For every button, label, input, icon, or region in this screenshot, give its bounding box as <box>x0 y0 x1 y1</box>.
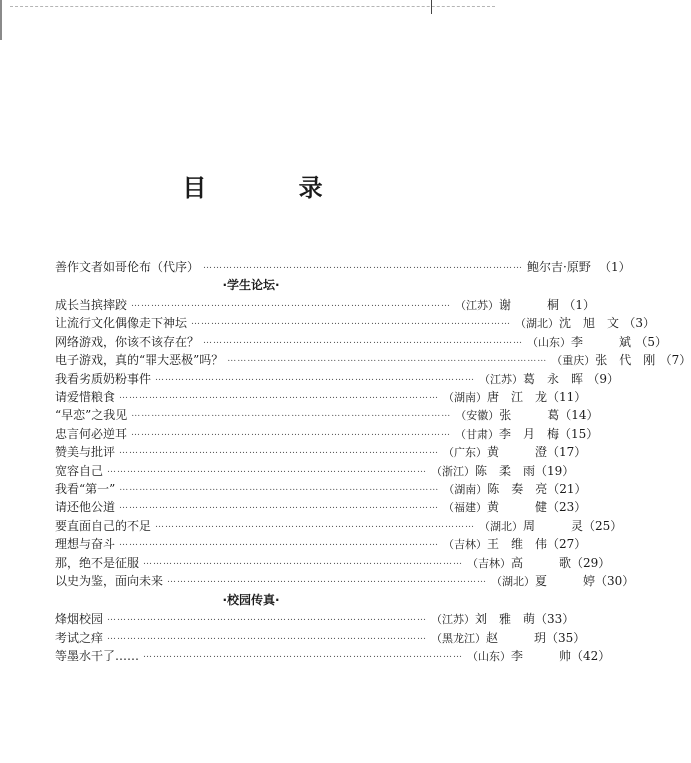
entry-page: （27） <box>547 537 587 552</box>
entry-title: 请爱惜粮食 <box>55 390 116 405</box>
entry-page: （42） <box>571 649 611 664</box>
entry-page: （25） <box>583 518 623 533</box>
entry-title: 让流行文化偶像走下神坛 <box>55 316 188 331</box>
page-title: 目 录 <box>182 173 365 202</box>
entry-author: 黄 健 <box>487 500 548 515</box>
leader-dots: …………………………………………………………………………………… <box>191 317 512 328</box>
entry-title: 成长当摈摔跤 <box>55 298 128 313</box>
entry-title: 请还他公道 <box>55 500 116 515</box>
toc-entry[interactable] <box>55 610 575 628</box>
top-scan-mark <box>431 0 432 14</box>
toc-entry[interactable] <box>55 443 587 461</box>
entry-page: （1） <box>599 259 631 274</box>
entry-author: 葛永晖 <box>523 371 584 386</box>
leader-dots: …………………………………………………………………………………… <box>203 260 524 271</box>
entry-region: （重庆） <box>551 354 596 368</box>
entry-title: 善作文者如哥伦布（代序） <box>55 259 200 274</box>
entry-author: 李 帅 <box>511 649 572 664</box>
entry-author: 周 灵 <box>523 518 584 533</box>
toc-entry[interactable] <box>55 314 656 332</box>
leader-dots: …………………………………………………………………………………… <box>107 631 428 642</box>
entry-page: （23） <box>547 500 587 515</box>
toc-entry[interactable] <box>55 479 587 497</box>
toc-entry[interactable] <box>55 295 596 313</box>
toc-entry[interactable] <box>55 387 587 405</box>
entry-region: （湖南） <box>443 391 488 405</box>
entry-page: （30） <box>595 573 635 588</box>
entry-page: （21） <box>547 481 587 496</box>
leader-dots: …………………………………………………………………………………… <box>143 556 464 567</box>
entry-page: （29） <box>571 555 611 570</box>
leader-dots: …………………………………………………………………………………… <box>119 446 440 457</box>
left-scan-edge <box>0 0 2 40</box>
entry-title: 考试之痒 <box>55 630 104 645</box>
entry-region: （江苏） <box>431 613 476 627</box>
leader-dots: …………………………………………………………………………………… <box>119 538 440 549</box>
toc-entry[interactable] <box>55 332 668 350</box>
leader-dots: …………………………………………………………………………………… <box>131 427 452 438</box>
entry-author: 赵 玥 <box>486 630 547 645</box>
entry-title: 我看劣质奶粉事件 <box>55 371 152 386</box>
leader-dots: …………………………………………………………………………………… <box>131 299 452 310</box>
entry-region: （福建） <box>443 501 488 515</box>
entry-page: （3） <box>623 316 656 331</box>
entry-page: （9） <box>587 371 620 386</box>
entry-author: 谢 桐 <box>499 298 560 313</box>
toc-entry[interactable] <box>55 571 635 589</box>
table-of-contents <box>55 257 691 665</box>
leader-dots: …………………………………………………………………………………… <box>167 574 488 585</box>
entry-author: 夏 婷 <box>535 573 596 588</box>
entry-region: （湖南） <box>443 482 488 496</box>
entry-title: 等墨水干了…… <box>55 649 140 664</box>
toc-entry[interactable] <box>55 498 587 516</box>
leader-dots: …………………………………………………………………………………… <box>107 464 428 475</box>
leader-dots: …………………………………………………………………………………… <box>155 372 476 383</box>
entry-page: （33） <box>535 612 575 627</box>
toc-entry[interactable] <box>55 461 575 479</box>
entry-title: “早恋”之我见 <box>55 408 128 423</box>
section-heading: ·校园传真· <box>222 592 280 607</box>
entry-author: 王维伟 <box>487 537 548 552</box>
entry-title: 我看“第一” <box>55 481 116 496</box>
entry-region: （吉林） <box>443 538 488 552</box>
entry-author: 张 葛 <box>499 408 560 423</box>
leader-dots: …………………………………………………………………………………… <box>107 613 428 624</box>
entry-region: （安徽） <box>455 409 500 423</box>
entry-region: （江苏） <box>455 299 500 313</box>
entry-author: 张代刚 <box>595 353 656 368</box>
entry-page: （7） <box>659 353 691 368</box>
leader-dots: …………………………………………………………………………………… <box>131 409 452 420</box>
leader-dots: …………………………………………………………………………………… <box>119 391 440 402</box>
leader-dots: …………………………………………………………………………………… <box>227 354 548 365</box>
section-heading: ·学生论坛· <box>222 278 280 293</box>
entry-title: 要直面自己的不足 <box>55 518 152 533</box>
leader-dots: …………………………………………………………………………………… <box>119 501 440 512</box>
entry-page: （1） <box>563 298 596 313</box>
entry-title: 赞美与批评 <box>55 445 116 460</box>
entry-author: 李月梅 <box>499 426 560 441</box>
toc-entry[interactable] <box>55 369 620 387</box>
entry-title: 宽容自己 <box>55 463 104 478</box>
entry-author: 刘雅萌 <box>475 612 536 627</box>
entry-author: 鲍尔吉·原野 <box>527 259 591 274</box>
entry-region: （山东） <box>527 335 572 349</box>
entry-author: 唐江龙 <box>487 390 548 405</box>
entry-region: （黑龙江） <box>431 631 487 645</box>
toc-entry[interactable] <box>55 516 623 534</box>
entry-author: 陈奏亮 <box>487 481 548 496</box>
toc-entry[interactable] <box>55 553 611 571</box>
entry-title: 理想与奋斗 <box>55 537 116 552</box>
toc-entry[interactable] <box>55 424 599 442</box>
toc-preface-entry[interactable] <box>55 257 631 275</box>
leader-dots: …………………………………………………………………………………… <box>155 519 476 530</box>
toc-entry[interactable] <box>55 628 586 646</box>
entry-author: 黄 澄 <box>487 445 548 460</box>
toc-entry[interactable] <box>55 534 587 552</box>
entry-page: （35） <box>546 630 586 645</box>
entry-page: （11） <box>547 390 587 405</box>
entry-author: 陈柔雨 <box>475 463 536 478</box>
leader-dots: …………………………………………………………………………………… <box>143 650 464 661</box>
entry-region: （广东） <box>443 446 488 460</box>
entry-page: （5） <box>635 334 668 349</box>
toc-entry[interactable] <box>55 646 611 664</box>
entry-region: （吉林） <box>467 556 512 570</box>
entry-author: 李 斌 <box>571 334 632 349</box>
entry-author: 高 歌 <box>511 555 572 570</box>
entry-region: （湖北） <box>491 574 536 588</box>
entry-title: 忠言何必逆耳 <box>55 426 128 441</box>
top-scan-rule <box>10 6 495 7</box>
entry-title: 那，绝不是征服 <box>55 555 140 570</box>
entry-region: （湖北） <box>515 317 560 331</box>
entry-title: 以史为鉴，面向未来 <box>55 573 164 588</box>
entry-page: （14） <box>559 408 599 423</box>
entry-page: （19） <box>535 463 575 478</box>
entry-title: 电子游戏，真的“罪大恶极”吗？ <box>55 353 224 368</box>
entry-region: （山东） <box>467 650 512 664</box>
entry-region: （湖北） <box>479 519 524 533</box>
toc-entry[interactable] <box>55 351 691 369</box>
entry-page: （17） <box>547 445 587 460</box>
entry-region: （甘肃） <box>455 427 500 441</box>
entry-author: 沈旭文 <box>559 316 620 331</box>
leader-dots: …………………………………………………………………………………… <box>203 335 524 346</box>
toc-entry[interactable] <box>55 406 599 424</box>
entry-region: （浙江） <box>431 464 476 478</box>
entry-title: 烽烟校园 <box>55 612 104 627</box>
entry-title: 网络游戏，你该不该存在？ <box>55 334 200 349</box>
entry-page: （15） <box>559 426 599 441</box>
leader-dots: …………………………………………………………………………………… <box>119 482 440 493</box>
entry-region: （江苏） <box>479 372 524 386</box>
